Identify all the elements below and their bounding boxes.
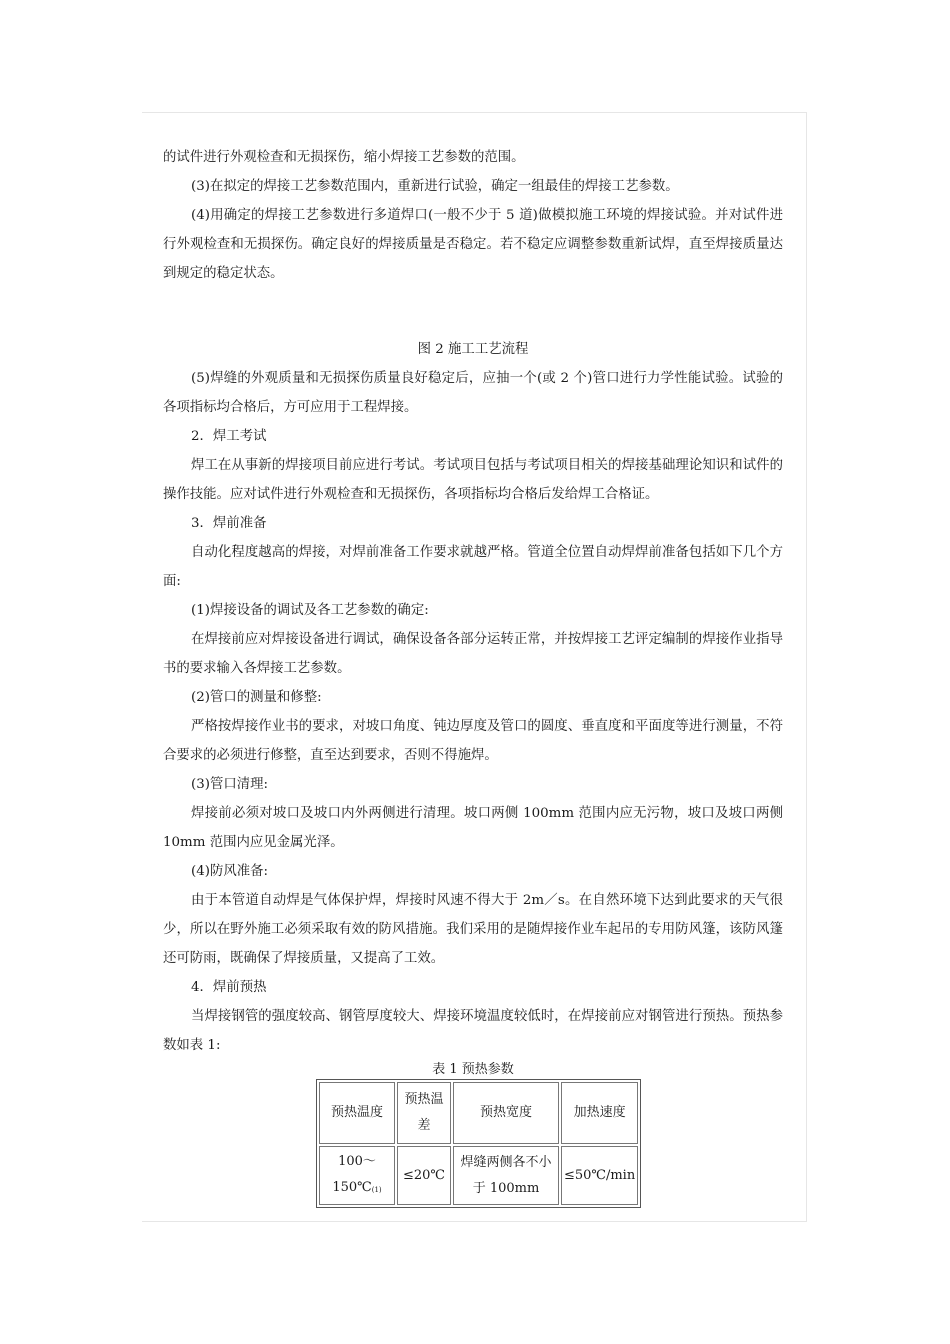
figure-placeholder: [163, 288, 783, 335]
subsection-heading: (2)管口的测量和修整:: [191, 690, 322, 705]
footnote-marker: (1): [371, 1186, 382, 1194]
figure-caption: 图 2 施工工艺流程: [417, 342, 529, 357]
paragraph: (5)焊缝的外观质量和无损探伤质量良好稳定后，应抽一个(或 2 个)管口进行力学性能试验。试验的各项指标均合格后，方可应用于工程焊接。: [163, 371, 783, 415]
paragraph: 严格按焊接作业书的要求，对坡口角度、钝边厚度及管口的圆度、垂直度和平面度等进行测量，不符合要求的必须进行修整，直至达到要求，否则不得施焊。: [163, 719, 783, 763]
paragraph: 在焊接前应对焊接设备进行调试，确保设备各部分运转正常，并按焊接工艺评定编制的焊接作业指导书的要求输入各焊接工艺参数。: [163, 632, 783, 676]
paragraph: (4)用确定的焊接工艺参数进行多道焊口(一般不少于 5 道)做模拟施工环境的焊接试验。并对试件进行外观检查和无损探伤。确定良好的焊接质量是否稳定。若不稳定应调整参数重新试焊，直至焊接质量达到规定的稳定状态。: [163, 208, 783, 281]
paragraph: 自动化程度越高的焊接，对焊前准备工作要求就越严格。管道全位置自动焊焊前准备包括如下几个方面:: [163, 545, 783, 589]
subsection-heading: (3)管口清理:: [191, 777, 269, 792]
table-cell: 焊缝两侧各不小于 100mm: [453, 1146, 559, 1205]
subsection-heading: (1)焊接设备的调试及各工艺参数的确定:: [191, 603, 429, 618]
paragraph: 焊工在从事新的焊接项目前应进行考试。考试项目包括与考试项目相关的焊接基础理论知识和试件的操作技能。应对试件进行外观检查和无损探伤，各项指标均合格后发给焊工合格证。: [163, 458, 783, 502]
table-row: [319, 1146, 638, 1205]
subsection-heading: (4)防风准备:: [191, 864, 269, 879]
paragraph: 焊接前必须对坡口及坡口内外两侧进行清理。坡口两侧 100mm 范围内应无污物，坡口及坡口两侧 10mm 范围内应见金属光泽。: [163, 806, 783, 850]
paragraph: (3)在拟定的焊接工艺参数范围内，重新进行试验，确定一组最佳的焊接工艺参数。: [191, 179, 679, 194]
table-cell: ≤50℃/min: [561, 1146, 638, 1205]
preheat-table-wrapper: [316, 1079, 783, 1208]
cell-text: 100～150℃: [332, 1154, 376, 1195]
table-cell: ≤20℃: [397, 1146, 451, 1205]
paragraph: 由于本管道自动焊是气体保护焊，焊接时风速不得大于 2m／s。在自然环境下达到此要求的天气很少，所以在野外施工必须采取有效的防风措施。我们采用的是随焊接作业车起吊的专用防风篷，该防风篷还可防雨，既确保了焊接质量，又提高了工效。: [163, 893, 783, 966]
header-cell: 预热温差: [397, 1082, 451, 1144]
section-heading: 4．焊前预热: [191, 980, 267, 995]
table-title: 表 1 预热参数: [432, 1062, 514, 1077]
document-body: [163, 143, 783, 1208]
paragraph: 的试件进行外观检查和无损探伤，缩小焊接工艺参数的范围。: [163, 150, 525, 165]
preheat-table: [316, 1079, 641, 1208]
table-cell: [319, 1146, 395, 1205]
header-cell: 预热温度: [319, 1082, 395, 1144]
header-cell: 加热速度: [561, 1082, 638, 1144]
header-cell: 预热宽度: [453, 1082, 559, 1144]
paragraph: 当焊接钢管的强度较高、钢管厚度较大、焊接环境温度较低时，在焊接前应对钢管进行预热。预热参数如表 1:: [163, 1009, 783, 1053]
section-heading: 2．焊工考试: [191, 429, 267, 444]
section-heading: 3．焊前准备: [191, 516, 267, 531]
table-header-row: [319, 1082, 638, 1144]
